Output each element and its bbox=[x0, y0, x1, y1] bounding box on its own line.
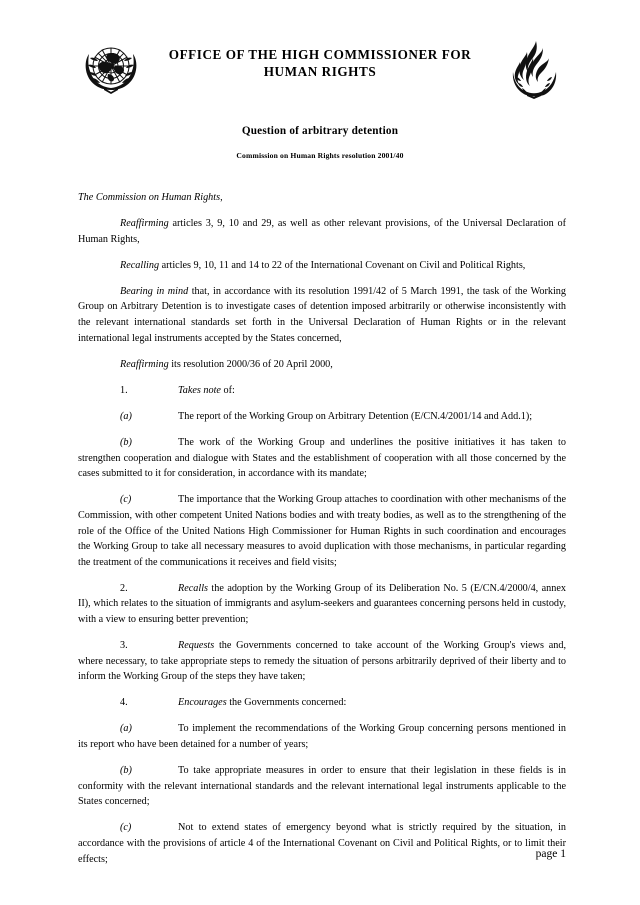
paragraph-lead-in: Recalls bbox=[178, 582, 208, 594]
operative-paragraphs bbox=[78, 383, 566, 867]
operative-paragraph bbox=[78, 820, 566, 867]
operative-paragraph bbox=[78, 492, 566, 570]
paragraph-letter: (b) bbox=[120, 437, 132, 449]
paragraph-text: To take appropriate measures in order to ensure that their legislation in these fields is in conformity with the relevant international standards and the relevant international legal instruments applicable to the States concerned; bbox=[78, 765, 566, 808]
paragraph-letter: (c) bbox=[120, 822, 132, 834]
paragraph-text: its resolution 2000/36 of 20 April 2000, bbox=[168, 358, 333, 370]
paragraph-text: articles 3, 9, 10 and 29, as well as other relevant provisions, of the Universal Declaration of Human Rights, bbox=[78, 218, 566, 245]
paragraph-text: To implement the recommendations of the Working Group concerning persons mentioned in its report who have been detained for a number of years; bbox=[78, 723, 566, 751]
preambular-paragraph bbox=[78, 284, 566, 346]
paragraph-lead-in: Reaffirming bbox=[120, 358, 169, 370]
united-nations-emblem bbox=[80, 38, 142, 100]
page-number: page 1 bbox=[535, 848, 566, 860]
resolution-reference: Commission on Human Rights resolution 2001/40 bbox=[236, 151, 404, 160]
paragraph-text: that, in accordance with its resolution 1991/42 of 5 March 1991, the task of the Working Group on Arbitrary Detention is to investigate cases of detention imposed arbitrarily or otherwise inconsistently with the relevant international standards set forth in the Universal Declaration of Human Rights or in the relevant international legal instruments accepted by the States concerned, bbox=[78, 285, 566, 344]
paragraph-lead-in: Encourages bbox=[178, 697, 227, 709]
opening-phrase: The Commission on Human Rights, bbox=[78, 192, 223, 203]
document-header bbox=[0, 36, 640, 108]
org-title-line-2: HUMAN RIGHTS bbox=[263, 64, 377, 79]
paragraph-text: the Governments concerned to take account of the Working Group's views and, where necessary, to take appropriate steps to remedy the situation of persons arbitrarily deprived of their liberty and to inform the Working Group of the steps they have taken; bbox=[78, 640, 566, 683]
org-title-line-1: OFFICE OF THE HIGH COMMISSIONER FOR bbox=[168, 47, 472, 62]
paragraph-text: The importance that the Working Group attaches to coordination with other mechanisms of the Commission, with other competent United Nations bodies and with treaty bodies, as well as to the strengthening of the role of the Office of the United Nations High Commissioner for Human Rights in such coordination and encourages the Working Group to take all necessary measures to avoid duplication with those mechanisms, in particular regarding the treatment of the communications it receives and field visits; bbox=[78, 494, 566, 568]
paragraph-lead-in: Requests bbox=[178, 640, 215, 652]
paragraph-text: Not to extend states of emergency beyond what is strictly required by the situation, in accordance with the provisions of article 4 of the International Covenant on Civil and Political Rights, or to limit their effects; bbox=[78, 822, 566, 865]
preambular-paragraph bbox=[78, 216, 566, 247]
paragraph-lead-in: Reaffirming bbox=[120, 218, 169, 230]
preambular-paragraphs bbox=[78, 216, 566, 372]
paragraph-lead-in: Bearing in mind bbox=[120, 285, 189, 297]
document-body bbox=[78, 190, 566, 878]
organization-title bbox=[155, 46, 485, 80]
preambular-paragraph bbox=[78, 357, 566, 373]
operative-paragraph bbox=[78, 409, 566, 425]
paragraph-text: of: bbox=[220, 384, 235, 396]
operative-paragraph bbox=[78, 435, 566, 482]
paragraph-letter: (c) bbox=[120, 494, 132, 506]
preambular-paragraph bbox=[78, 258, 566, 274]
operative-paragraph bbox=[78, 383, 566, 399]
paragraph-number: 3. bbox=[120, 640, 128, 652]
paragraph-number: 1. bbox=[120, 384, 128, 396]
ohchr-flame-logo bbox=[505, 38, 563, 100]
operative-paragraph bbox=[78, 581, 566, 628]
paragraph-text: The work of the Working Group and underlines the positive initiatives it has taken to strengthen cooperation and dialogue with States and the establishment of cooperation with all those concerned by the cases submitted to it for consideration, in accordance with its mandate; bbox=[78, 437, 566, 480]
paragraph-text: the Governments concerned: bbox=[226, 697, 347, 709]
operative-paragraph bbox=[78, 638, 566, 685]
paragraph-lead-in: Takes note bbox=[178, 384, 221, 396]
paragraph-text: The report of the Working Group on Arbitrary Detention (E/CN.4/2001/14 and Add.1); bbox=[178, 410, 533, 422]
paragraph-number: 4. bbox=[120, 697, 128, 709]
page-title: Question of arbitrary detention bbox=[241, 125, 399, 137]
operative-paragraph bbox=[78, 721, 566, 752]
paragraph-text: the adoption by the Working Group of its Deliberation No. 5 (E/CN.4/2000/4, annex II), which relates to the situation of immigrants and asylum-seekers and guarantees concerning persons held in custody, with a view to ensuring better prevention; bbox=[78, 582, 566, 625]
paragraph-letter: (a) bbox=[120, 410, 132, 422]
paragraph-text: articles 9, 10, 11 and 14 to 22 of the International Covenant on Civil and Political Rights, bbox=[159, 259, 526, 271]
paragraph-letter: (a) bbox=[120, 723, 132, 735]
operative-paragraph bbox=[78, 695, 566, 711]
paragraph-letter: (b) bbox=[120, 765, 132, 777]
paragraph-number: 2. bbox=[120, 582, 128, 594]
paragraph-lead-in: Recalling bbox=[120, 259, 160, 271]
operative-paragraph bbox=[78, 763, 566, 810]
